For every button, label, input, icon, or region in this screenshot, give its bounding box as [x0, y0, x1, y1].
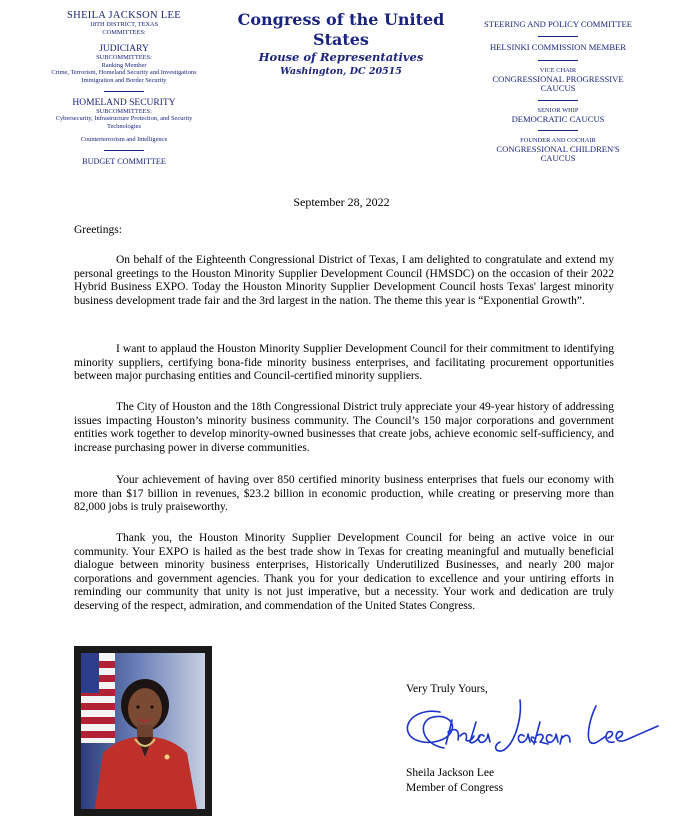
homeland-item: Cybersecurity, Infrastructure Protection, and Security Technologies	[55, 115, 193, 130]
judiciary-item: Crime, Terrorism, Homeland Security and Investigations	[51, 69, 197, 77]
signer-title: Member of Congress	[406, 782, 504, 794]
homeland-item: Counterterrorism and Intelligence	[80, 136, 168, 144]
divider	[104, 150, 144, 151]
portrait-illustration	[81, 653, 205, 809]
divider	[104, 91, 144, 92]
progressive-caucus: CONGRESSIONAL PROGRESSIVE CAUCUS	[492, 73, 624, 94]
greeting: Greetings:	[74, 224, 122, 236]
house-title: House of Representatives	[258, 50, 424, 64]
signer-name: Sheila Jackson Lee	[406, 767, 495, 779]
district: 18TH DISTRICT, TEXAS	[89, 21, 159, 28]
member-name: SHEILA JACKSON LEE	[67, 10, 181, 21]
paragraph: On behalf of the Eighteenth Congressional District of Texas, I am delighted to congratulate and extend my personal greetings to the Houston Minority Supplier Development Council (HMSDC) on the occasion of their 2022 Hybrid Business EXPO. Today the Houston Minority Supplier Development Council hosts Texas' largest minority business development trade fair and the 3rd largest in the nation. The theme this year is “Exponential Growth”.	[74, 254, 614, 307]
paragraph: I want to applaud the Houston Minority Supplier Development Council for their commitment to identifying minority suppliers, certifying bona-fide minority business enterprises, and facilitating procurement opportunities between major purchasing entities and Council-certified minority suppliers.	[74, 343, 614, 383]
right-letterhead-column	[478, 20, 638, 164]
left-letterhead-column	[40, 10, 208, 166]
helsinki-commission: HELSINKI COMMISSION MEMBER	[489, 41, 627, 52]
letter-date: September 28, 2022	[293, 195, 390, 209]
divider	[538, 36, 578, 37]
paragraph: The City of Houston and the 18th Congressional District truly appreciate your 49-year history of addressing issues impacting Houston’s minority business community. The Council’s 150 major corporations and government entities work together to develop minority-owned businesses that create jobs, achieve economic self-sufficiency, and increase purchasing power in diverse communities.	[74, 401, 614, 454]
judiciary-item: Ranking Member	[101, 61, 147, 69]
congress-title: Congress of the United States	[237, 10, 445, 49]
childrens-caucus: CONGRESSIONAL CHILDREN'S CAUCUS	[496, 143, 620, 164]
handwritten-signature	[400, 692, 662, 758]
divider	[538, 100, 578, 101]
committees-label: COMMITTEES:	[102, 28, 146, 36]
steering-committee: STEERING AND POLICY COMMITTEE	[484, 19, 632, 29]
paragraph: Your achievement of having over 850 certified minority business enterprises that fuels our economy with more than $17 billion in revenues, $23.2 billion in economic production, while creating or preserving more than 82,000 jobs is truly praiseworthy.	[74, 474, 614, 514]
portrait-photo	[74, 646, 212, 816]
judiciary-title: JUDICIARY	[99, 44, 149, 55]
judiciary-subcommittees-label: SUBCOMMITTEES:	[96, 54, 152, 62]
budget-committee: BUDGET COMMITTEE	[82, 156, 166, 166]
divider	[538, 60, 578, 61]
progressive-role: VICE CHAIR	[539, 67, 577, 75]
homeland-subcommittees-label: SUBCOMMITTEES:	[96, 107, 152, 115]
whip-role: SENIOR WHIP	[537, 106, 579, 114]
children-role: FOUNDER AND COCHAIR	[520, 137, 596, 145]
judiciary-item: Immigration and Border Security	[81, 76, 167, 84]
center-letterhead	[210, 10, 472, 78]
homeland-title: HOMELAND SECURITY	[72, 97, 176, 108]
divider	[538, 130, 578, 131]
city-line: Washington, DC 20515	[280, 66, 402, 77]
closing: Very Truly Yours,	[406, 683, 488, 695]
paragraph: Thank you, the Houston Minority Supplier Development Council for being an active voice in our community. Your EXPO is hailed as the best trade show in Texas for creating meaningful and mutually beneficial dialogue between minority business enterprises, Historically Underutilized Businesses, and nearly 200 major corporations and government agencies. Thank you for your dedication to excellence and your untiring efforts in reminding our community that unity is not just imperative, but a necessity. Your work and dedication are truly deserving of the respect, admiration, and commendation of the United States Congress.	[74, 532, 614, 612]
democratic-caucus: DEMOCRATIC CAUCUS	[511, 113, 605, 124]
